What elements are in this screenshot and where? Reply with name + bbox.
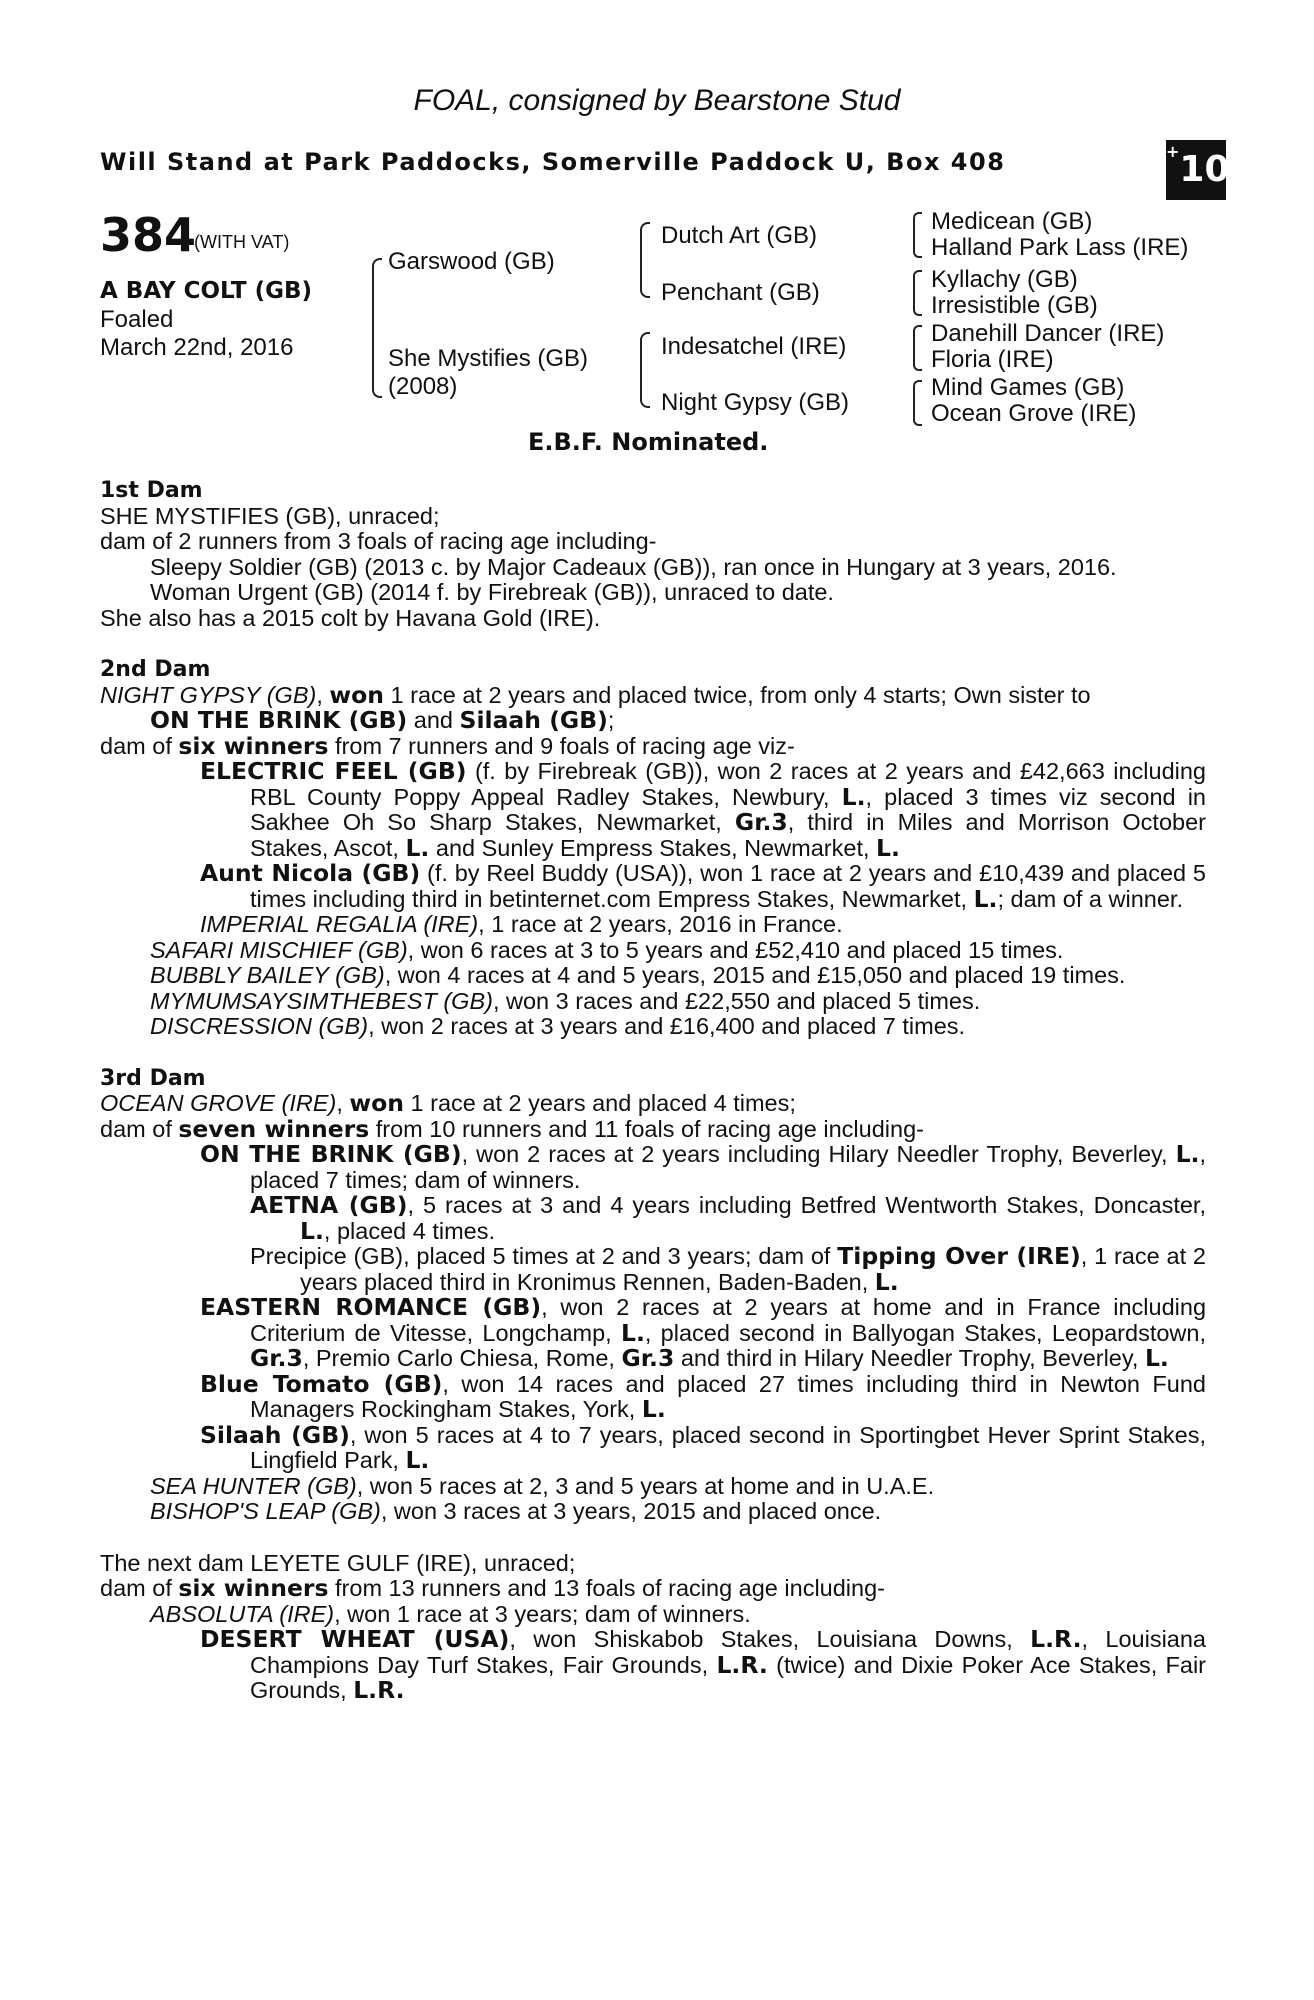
dam-of-label: dam of <box>100 732 179 759</box>
dam-of-line <box>100 1576 1206 1602</box>
progeny-text: ; dam of a winner. <box>997 885 1183 912</box>
progeny-text: , won 2 races at 3 years and £16,400 and placed 7 times. <box>368 1013 966 1039</box>
progeny-safari-mischief <box>100 938 1206 964</box>
first-dam-line: SHE MYSTIFIES (GB), unraced; <box>100 502 440 529</box>
progeny-on-the-brink <box>100 1142 1206 1193</box>
progeny-silaah <box>100 1420 1206 1474</box>
race-grade: L. <box>405 833 430 862</box>
progeny-text: , 1 race at 2 years placed third in Kronimus Rennen, Baden-Baden, <box>300 1243 1206 1295</box>
progeny-absoluta <box>100 1602 1206 1628</box>
race-grade: L. <box>841 782 866 811</box>
race-grade: L. <box>1175 1140 1200 1168</box>
gg-7: Mind Games (GB) <box>931 374 1125 401</box>
progeny-text: and Sunley Empress Stakes, Newmarket, <box>429 834 877 861</box>
gg-3: Kyllachy (GB) <box>931 266 1078 293</box>
catalogue-body <box>100 478 1206 1704</box>
pedigree-bracket-7 <box>913 380 922 426</box>
dam-of-label: dam of <box>100 1115 179 1142</box>
progeny-text: , won 6 races at 3 to 5 years and £52,410 and placed 15 times. <box>407 936 1064 963</box>
second-dam-title: 2nd Dam <box>100 657 211 682</box>
progeny-eastern-romance <box>100 1295 1206 1372</box>
race-grade: L.R. <box>353 1676 405 1704</box>
won-label: won <box>329 680 384 709</box>
winner-count: six winners <box>178 731 329 760</box>
progeny-text: , won 3 races and £22,550 and placed 5 times. <box>492 987 981 1014</box>
gg-1: Medicean (GB) <box>931 208 1093 235</box>
horse-name: Blue Tomato (GB) <box>200 1369 443 1398</box>
first-dam-note: She also has a 2015 colt by Havana Gold (IRE). <box>100 604 601 631</box>
progeny-text: , won 4 races at 4 and 5 years, 2015 and £15,050 and placed 19 times. <box>384 962 1126 988</box>
horse-name: AETNA (GB) <box>250 1191 408 1219</box>
progeny-text: , 1 race at 2 years, 2016 in France. <box>478 911 843 937</box>
horse-name: BISHOP'S LEAP (GB) <box>150 1498 381 1524</box>
race-grade: L.R. <box>1030 1625 1082 1653</box>
dam-dam: Night Gypsy (GB) <box>661 389 850 416</box>
pedigree-bracket-1 <box>372 258 382 398</box>
dam: She Mystifies (GB) <box>388 345 589 372</box>
horse-name: IMPERIAL REGALIA (IRE) <box>200 911 479 937</box>
race-grade: Gr.3 <box>734 808 788 836</box>
pedigree-bracket-4 <box>913 212 922 258</box>
pedigree-bracket-5 <box>913 270 922 316</box>
next-dam-line: The next dam LEYETE GULF (IRE), unraced; <box>100 1549 576 1576</box>
progeny-text: , won 3 races at 3 years, 2015 and placed once. <box>380 1498 882 1524</box>
sire-dam: Penchant (GB) <box>661 279 820 306</box>
horse-name: DISCRESSION (GB) <box>150 1013 369 1039</box>
pedigree-bracket-2 <box>640 222 650 298</box>
race-grade: L. <box>300 1216 324 1245</box>
connector: and <box>407 707 460 733</box>
badge-number: 10 <box>1179 149 1230 190</box>
horse-name: SEA HUNTER (GB) <box>150 1472 357 1499</box>
stand-location: Will Stand at Park Paddocks, Somerville Paddock U, Box 408 <box>100 148 1006 176</box>
progeny-text: , third in Miles and Morrison October Stakes, Ascot, <box>250 809 1206 861</box>
first-dam-record: dam of 2 runners from 3 foals of racing age including- <box>100 528 657 554</box>
race-grade: L. <box>641 1395 666 1423</box>
sire-sire: Dutch Art (GB) <box>661 222 818 249</box>
horse-name: BUBBLY BAILEY (GB) <box>150 962 385 988</box>
dam-year: (2008) <box>388 373 458 400</box>
horse-name: SAFARI MISCHIEF (GB) <box>150 936 408 963</box>
progeny-aetna <box>100 1193 1206 1244</box>
winner-count: seven winners <box>178 1114 370 1143</box>
progeny-text: , Louisiana Champions Day Turf Stakes, Fair Grounds, <box>250 1626 1207 1678</box>
progeny-text: (f. by Firebreak (GB)), won 2 races at 2 years and £42,663 including RBL County Poppy Appeal Radley Stakes, Newbury, <box>250 758 1206 810</box>
progeny-electric-feel <box>100 759 1206 861</box>
punct: ; <box>607 707 615 733</box>
race-grade: Gr.3 <box>250 1344 303 1372</box>
foaled-date: March 22nd, 2016 <box>100 334 294 361</box>
dam-record: 1 race at 2 years and placed 4 times; <box>404 1090 796 1116</box>
race-grade: L. <box>405 1446 430 1474</box>
progeny-discression <box>100 1014 1206 1040</box>
third-dam-line: OCEAN GROVE (IRE), won 1 race at 2 years and placed 4 times; <box>100 1089 796 1117</box>
horse-name: Silaah (GB) <box>200 1420 350 1449</box>
progeny-text: , won 5 races at 2, 3 and 5 years at home and in U.A.E. <box>356 1472 935 1499</box>
dam-record: 1 race at 2 years and placed twice, from only 4 starts; Own sister to <box>383 681 1091 708</box>
horse-name: DESERT WHEAT (USA) <box>200 1625 510 1653</box>
foaled-label: Foaled <box>100 306 174 333</box>
gg-6: Floria (IRE) <box>931 346 1054 373</box>
dam-name: NIGHT GYPSY (GB) <box>100 681 317 708</box>
horse-name: EASTERN ROMANCE (GB) <box>200 1293 542 1321</box>
progeny-precipice <box>100 1244 1206 1295</box>
progeny-desert-wheat <box>100 1627 1206 1704</box>
progeny-bishops-leap <box>100 1499 1206 1525</box>
progeny-blue-tomato <box>100 1369 1206 1423</box>
progeny-aunt-nicola <box>100 861 1206 912</box>
progeny-text: Precipice (GB), placed 5 times at 2 and 3 years; dam of <box>250 1243 838 1269</box>
progeny-text: , won 5 races at 4 to 7 years, placed second in Sportingbet Hever Sprint Stakes, Lingfield Park, <box>250 1421 1206 1473</box>
dam-of-line <box>100 731 1206 760</box>
progeny-text: (f. by Reel Buddy (USA)), won 1 race at 2 years and £10,439 and placed 5 times including third in betinternet.com Empress Stakes, Newmarket, <box>250 860 1206 912</box>
progeny-text: , won 1 race at 3 years; dam of winners. <box>334 1600 751 1627</box>
gg-5: Danehill Dancer (IRE) <box>931 320 1165 347</box>
progeny-line: Sleepy Soldier (GB) (2013 c. by Major Cadeaux (GB)), ran once in Hungary at 3 years, 2016. <box>150 553 1117 580</box>
pedigree-bracket-6 <box>913 325 922 371</box>
gg-4: Irresistible (GB) <box>931 292 1098 319</box>
first-dam-title: 1st Dam <box>100 478 203 503</box>
race-grade: L. <box>973 884 998 913</box>
race-grade: L. <box>876 833 900 862</box>
dam-of-label: dam of <box>100 1575 179 1601</box>
progeny-text: , won 14 races and placed 27 times including third in Newton Fund Managers Rockingham Stakes, York, <box>250 1370 1206 1422</box>
lot-number: 384 <box>100 208 197 262</box>
progeny-text: , won 2 races at 2 years at home and in France including Criterium de Vitesse, Longchamp, <box>250 1294 1207 1346</box>
progeny-text: , placed 4 times. <box>323 1217 496 1244</box>
progeny-text: , won Shiskabob Stakes, Louisiana Downs, <box>509 1626 1031 1652</box>
progeny-imperial-regalia <box>100 912 1206 938</box>
gg-8: Ocean Grove (IRE) <box>931 400 1137 427</box>
horse-name: ON THE BRINK (GB) <box>200 1140 462 1168</box>
third-dam-title: 3rd Dam <box>100 1065 206 1091</box>
horse-name: ABSOLUTA (IRE) <box>150 1600 335 1627</box>
winner-count: six winners <box>178 1574 329 1602</box>
progeny-text: , placed 3 times viz second in Sakhee Oh So Sharp Stakes, Newmarket, <box>250 783 1206 835</box>
lot-badge: +10 <box>1166 140 1226 200</box>
progeny-bubbly-bailey <box>100 963 1206 989</box>
pedigree-bracket-3 <box>640 332 650 408</box>
progeny-line: Woman Urgent (GB) (2014 f. by Firebreak (GB)), unraced to date. <box>150 579 834 605</box>
sibling-name: Silaah (GB) <box>459 706 608 734</box>
progeny-sea-hunter <box>100 1474 1206 1500</box>
dam-name: OCEAN GROVE (IRE) <box>100 1090 337 1116</box>
progeny-text: and third in Hilary Needler Trophy, Beverley, <box>674 1345 1145 1371</box>
progeny-text: , placed 7 times; dam of winners. <box>250 1141 1206 1193</box>
second-dam-line: NIGHT GYPSY (GB), won 1 race at 2 years and placed twice, from only 4 starts; Own sister to ON THE BRINK (GB) and Silaah (GB); <box>100 680 1091 734</box>
dam-sire: Indesatchel (IRE) <box>661 333 847 360</box>
progeny-text: , placed second in Ballyogan Stakes, Leopardstown, <box>644 1319 1206 1346</box>
horse-name: ELECTRIC FEEL (GB) <box>200 757 467 785</box>
dam-of-rest: from 7 runners and 9 foals of racing age viz- <box>328 732 795 759</box>
vat-note: (WITH VAT) <box>194 232 290 252</box>
progeny-text: , Premio Carlo Chiesa, Rome, <box>302 1345 622 1371</box>
lot-description: A BAY COLT (GB) <box>100 278 313 304</box>
gg-2: Halland Park Lass (IRE) <box>931 234 1189 261</box>
race-grade: L. <box>1144 1344 1169 1372</box>
won-label: won <box>349 1089 404 1117</box>
progeny-text: (twice) and Dixie Poker Ace Stakes, Fair Grounds, <box>250 1651 1206 1703</box>
race-grade: Gr.3 <box>621 1344 675 1372</box>
dam-of-rest: from 13 runners and 13 foals of racing age including- <box>328 1575 885 1601</box>
progeny-text: , 5 races at 3 and 4 years including Betfred Wentworth Stakes, Doncaster, <box>407 1192 1206 1218</box>
horse-name: Tipping Over (IRE) <box>837 1242 1081 1270</box>
race-grade: L. <box>620 1318 645 1347</box>
consignment-title: FOAL, consigned by Bearstone Stud <box>413 84 901 117</box>
progeny-mymumsaysimthebest <box>100 989 1206 1015</box>
progeny-text: , won 2 races at 2 years including Hilary Needler Trophy, Beverley, <box>461 1141 1176 1167</box>
ebf-nomination: E.B.F. Nominated. <box>528 428 769 456</box>
race-grade: L.R. <box>716 1650 768 1679</box>
horse-name: MYMUMSAYSIMTHEBEST (GB) <box>150 987 493 1014</box>
sibling-name: ON THE BRINK (GB) <box>150 706 408 734</box>
race-grade: L. <box>874 1267 899 1296</box>
dam-of-rest: from 10 runners and 11 foals of racing age including- <box>369 1115 924 1142</box>
sire: Garswood (GB) <box>388 248 555 275</box>
dam-of-line <box>100 1114 1206 1143</box>
horse-name: Aunt Nicola (GB) <box>200 859 421 887</box>
